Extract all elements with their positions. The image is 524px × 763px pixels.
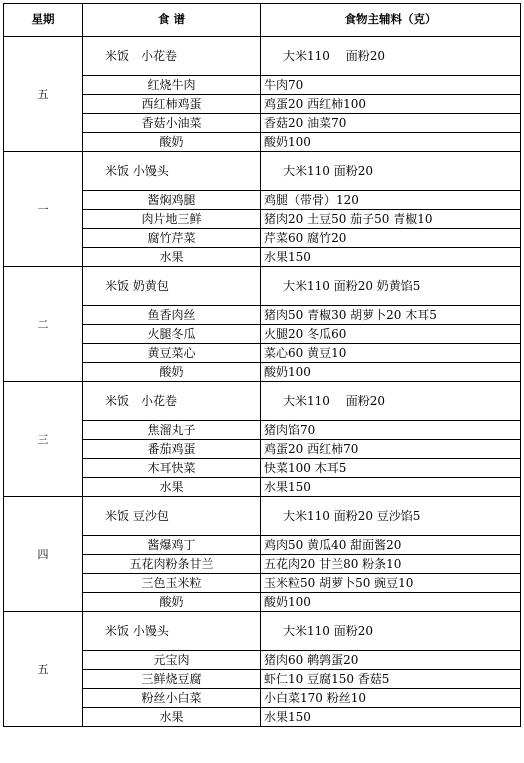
header-ingredients: 食物主辅料（克） [261,4,521,37]
dish-cell: 红烧牛肉 [83,76,261,95]
dish-cell: 酱焖鸡腿 [83,191,261,210]
dish-cell: 米饭 奶黄包 [83,267,261,306]
menu-row [4,152,521,191]
ingredients-cell: 五花肉20 甘兰80 粉条10 [261,555,521,574]
header-menu: 食 谱 [83,4,261,37]
dish-cell: 米饭 豆沙包 [83,497,261,536]
menu-row [4,37,521,76]
ingredients-cell: 鸡蛋20 西红柿100 [261,95,521,114]
ingredients-cell: 猪肉馅70 [261,421,521,440]
dish-cell: 米饭 小馒头 [83,612,261,651]
menu-row [4,267,521,306]
ingredients-cell: 虾仁10 豆腐150 香菇5 [261,670,521,689]
ingredients-cell: 大米110 面粉20 [261,382,521,421]
dish-cell: 酸奶 [83,133,261,152]
ingredients-cell: 酸奶100 [261,593,521,612]
ingredients-cell: 大米110 面粉20 [261,152,521,191]
dish-cell: 米饭 小馒头 [83,152,261,191]
dish-cell: 肉片地三鲜 [83,210,261,229]
menu-row [4,612,521,651]
ingredients-cell: 菜心60 黄豆10 [261,344,521,363]
ingredients-cell: 水果150 [261,478,521,497]
dish-cell: 元宝肉 [83,651,261,670]
ingredients-cell: 大米110 面粉20 [261,612,521,651]
dish-cell: 番茄鸡蛋 [83,440,261,459]
ingredients-cell: 鸡蛋20 西红柿70 [261,440,521,459]
dish-cell: 水果 [83,478,261,497]
ingredients-cell: 猪肉20 土豆50 茄子50 青椒10 [261,210,521,229]
dish-cell: 腐竹芹菜 [83,229,261,248]
ingredients-cell: 火腿20 冬瓜60 [261,325,521,344]
menu-table [3,3,521,727]
dish-cell: 三鲜烧豆腐 [83,670,261,689]
dish-cell: 酸奶 [83,363,261,382]
ingredients-cell: 猪肉50 青椒30 胡萝卜20 木耳5 [261,306,521,325]
dish-cell: 香菇小油菜 [83,114,261,133]
dish-cell: 火腿冬瓜 [83,325,261,344]
day-cell: 五 [4,612,83,727]
ingredients-cell: 快菜100 木耳5 [261,459,521,478]
header-day: 星期 [4,4,83,37]
ingredients-cell: 芹菜60 腐竹20 [261,229,521,248]
day-cell: 二 [4,267,83,382]
dish-cell: 酸奶 [83,593,261,612]
dish-cell: 焦溜丸子 [83,421,261,440]
menu-row [4,382,521,421]
dish-cell: 米饭 小花卷 [83,382,261,421]
menu-table-body [4,4,521,727]
dish-cell: 米饭 小花卷 [83,37,261,76]
dish-cell: 三色玉米粒 [83,574,261,593]
dish-cell: 水果 [83,708,261,727]
ingredients-cell: 酸奶100 [261,363,521,382]
header-row [4,4,521,37]
dish-cell: 鱼香肉丝 [83,306,261,325]
day-cell: 四 [4,497,83,612]
dish-cell: 木耳快菜 [83,459,261,478]
dish-cell: 黄豆菜心 [83,344,261,363]
ingredients-cell: 酸奶100 [261,133,521,152]
ingredients-cell: 玉米粒50 胡萝卜50 豌豆10 [261,574,521,593]
day-cell: 一 [4,152,83,267]
dish-cell: 水果 [83,248,261,267]
ingredients-cell: 大米110 面粉20 豆沙馅5 [261,497,521,536]
ingredients-cell: 香菇20 油菜70 [261,114,521,133]
ingredients-cell: 小白菜170 粉丝10 [261,689,521,708]
ingredients-cell: 水果150 [261,248,521,267]
dish-cell: 西红柿鸡蛋 [83,95,261,114]
ingredients-cell: 鸡肉50 黄瓜40 甜面酱20 [261,536,521,555]
menu-row [4,497,521,536]
ingredients-cell: 猪肉60 鹌鹑蛋20 [261,651,521,670]
ingredients-cell: 鸡腿（带骨）120 [261,191,521,210]
ingredients-cell: 牛肉70 [261,76,521,95]
day-cell: 五 [4,37,83,152]
ingredients-cell: 大米110 面粉20 [261,37,521,76]
dish-cell: 酱爆鸡丁 [83,536,261,555]
day-cell: 三 [4,382,83,497]
dish-cell: 五花肉粉条甘兰 [83,555,261,574]
dish-cell: 粉丝小白菜 [83,689,261,708]
ingredients-cell: 水果150 [261,708,521,727]
ingredients-cell: 大米110 面粉20 奶黄馅5 [261,267,521,306]
